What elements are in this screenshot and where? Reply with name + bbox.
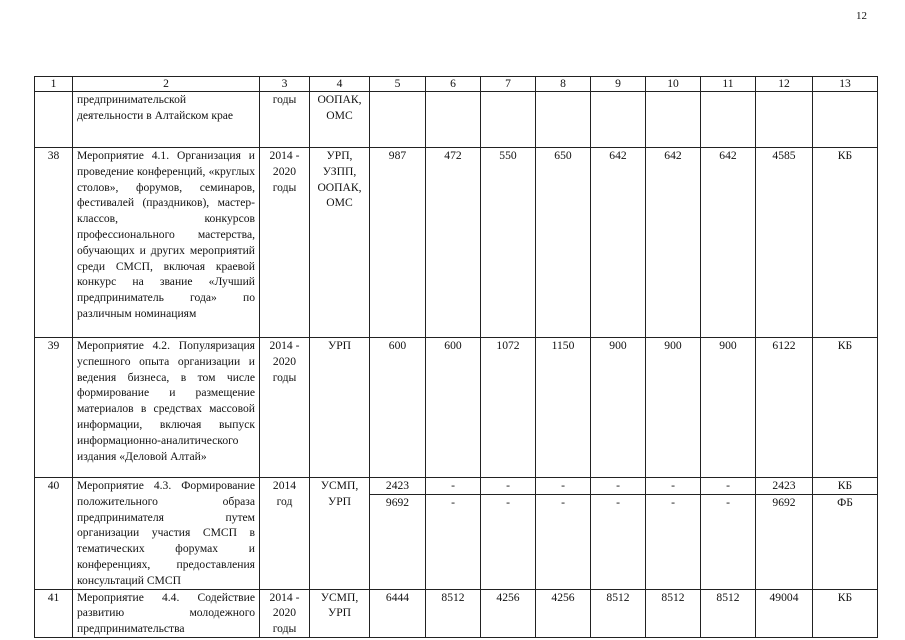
value-cell xyxy=(756,589,813,637)
value: 8512 xyxy=(716,590,740,604)
value: 2423 xyxy=(385,479,410,492)
executor: УРП, УЗПП, ООПАК, ОМС xyxy=(310,148,370,338)
value: - xyxy=(426,494,480,511)
value-cell xyxy=(646,589,701,637)
period: 2014 - 2020 годы xyxy=(260,589,310,637)
value-cell xyxy=(481,148,536,338)
value: 49004 xyxy=(769,590,799,604)
value: 900 xyxy=(609,339,627,352)
value-cell xyxy=(646,148,701,338)
col-header: 11 xyxy=(701,77,756,92)
col-header: 12 xyxy=(756,77,813,92)
value: 2423 xyxy=(772,479,796,492)
value: 9692 xyxy=(370,494,425,511)
funding-source xyxy=(813,148,878,338)
value-cell xyxy=(536,148,591,338)
col-header: 1 xyxy=(35,77,73,92)
period: 2014 год xyxy=(260,478,310,590)
value: 9692 xyxy=(756,494,812,511)
value-cell xyxy=(536,589,591,637)
value-cell xyxy=(701,589,756,637)
value: - xyxy=(536,494,590,511)
period: 2014 - 2020 годы xyxy=(260,338,310,478)
value-cell xyxy=(426,92,481,148)
value: 900 xyxy=(664,339,682,352)
funding-source xyxy=(813,478,878,590)
value: - xyxy=(451,479,455,492)
col-header: 3 xyxy=(260,77,310,92)
value-cell xyxy=(701,148,756,338)
source-value: КБ xyxy=(837,479,853,492)
activity-name: Мероприятие 4.2. Популяризация успешного опыта организации и ведения бизнеса, в том числе формирование и размещение материалов в средствах массовой информации, включая выпуск информационно-аналитического издания «Деловой Алтай» xyxy=(73,338,260,478)
value-cell xyxy=(370,92,426,148)
row-number xyxy=(35,92,73,148)
value-cell xyxy=(426,478,481,590)
col-header: 2 xyxy=(73,77,260,92)
value-cell xyxy=(756,92,813,148)
row-number: 39 xyxy=(35,338,73,478)
executor: УСМП, УРП xyxy=(310,478,370,590)
executor: УРП xyxy=(310,338,370,478)
value: 550 xyxy=(499,149,517,162)
value-cell xyxy=(701,338,756,478)
col-header: 5 xyxy=(370,77,426,92)
value: 4256 xyxy=(496,590,520,604)
value-cell xyxy=(370,478,426,590)
funding-source xyxy=(813,92,878,148)
value-cell xyxy=(646,478,701,590)
value-cell xyxy=(481,589,536,637)
activity-name: Мероприятие 4.1. Организация и проведение конференций, «круглых столов», форумов, семинаров, фестивалей (праздников), мастер-классов, конкурсов профессионального мастерства, обучающих и других мероприятий среди СМСП, включая краевой конкурс на звание «Лучший предприниматель года» по различным номинациям xyxy=(73,148,260,338)
funding-source xyxy=(813,338,878,478)
value-cell xyxy=(426,338,481,478)
col-header: 4 xyxy=(310,77,370,92)
value-cell xyxy=(756,478,813,590)
col-header: 7 xyxy=(481,77,536,92)
value-cell xyxy=(536,478,591,590)
value-cell xyxy=(646,92,701,148)
value: - xyxy=(481,494,535,511)
value: - xyxy=(616,479,620,492)
source-value: ФБ xyxy=(813,494,877,511)
value: - xyxy=(591,494,645,511)
value: 4585 xyxy=(772,149,796,162)
activity-name: Мероприятие 4.4. Содействие развитию молодежного предпринимательства xyxy=(73,589,260,637)
row-number: 38 xyxy=(35,148,73,338)
value-cell xyxy=(701,92,756,148)
value-cell xyxy=(591,148,646,338)
row-number: 40 xyxy=(35,478,73,590)
funding-source xyxy=(813,589,878,637)
value: 600 xyxy=(444,339,462,352)
value: - xyxy=(506,479,510,492)
source-value: КБ xyxy=(837,590,853,604)
value-cell xyxy=(370,338,426,478)
col-header: 6 xyxy=(426,77,481,92)
value: 8512 xyxy=(606,590,630,604)
source-value: КБ xyxy=(837,339,853,352)
value: - xyxy=(671,479,675,492)
value: 8512 xyxy=(441,590,465,604)
executor: УСМП, УРП xyxy=(310,589,370,637)
value: 600 xyxy=(388,339,407,352)
value: 900 xyxy=(719,339,737,352)
header-row xyxy=(35,77,878,92)
value-cell xyxy=(591,478,646,590)
activity-name: предпринимательской деятельности в Алтайском крае xyxy=(73,92,260,148)
value-cell xyxy=(370,589,426,637)
value: 4256 xyxy=(551,590,575,604)
value-cell xyxy=(591,92,646,148)
value-cell xyxy=(481,338,536,478)
period: годы xyxy=(260,92,310,148)
value: 650 xyxy=(554,149,572,162)
value-cell xyxy=(426,148,481,338)
value-cell xyxy=(591,338,646,478)
value-cell xyxy=(481,92,536,148)
value: 1072 xyxy=(496,339,520,352)
value: 642 xyxy=(609,149,627,162)
value: 642 xyxy=(719,149,737,162)
value-cell xyxy=(426,589,481,637)
table-row xyxy=(35,148,878,338)
table-row xyxy=(35,478,878,590)
value-cell xyxy=(701,478,756,590)
value-cell xyxy=(756,148,813,338)
value-cell xyxy=(481,478,536,590)
value-cell xyxy=(756,338,813,478)
value-cell xyxy=(536,92,591,148)
value-cell xyxy=(591,589,646,637)
value: - xyxy=(726,479,730,492)
value: 6122 xyxy=(772,339,796,352)
page-number: 12 xyxy=(856,10,867,22)
value-cell xyxy=(370,148,426,338)
value: 987 xyxy=(388,149,407,162)
value: 472 xyxy=(444,149,462,162)
value: - xyxy=(646,494,700,511)
col-header: 8 xyxy=(536,77,591,92)
value: - xyxy=(561,479,565,492)
value: 1150 xyxy=(551,339,575,352)
period: 2014 - 2020 годы xyxy=(260,148,310,338)
value: - xyxy=(701,494,755,511)
table-row xyxy=(35,589,878,637)
value-cell xyxy=(646,338,701,478)
value-cell xyxy=(536,338,591,478)
source-value: КБ xyxy=(837,149,853,162)
value: 642 xyxy=(664,149,682,162)
executor: ООПАК, ОМС xyxy=(310,92,370,148)
row-number: 41 xyxy=(35,589,73,637)
table-row xyxy=(35,338,878,478)
col-header: 13 xyxy=(813,77,878,92)
col-header: 10 xyxy=(646,77,701,92)
program-table xyxy=(34,76,878,638)
table-row xyxy=(35,92,878,148)
value: 8512 xyxy=(661,590,685,604)
col-header: 9 xyxy=(591,77,646,92)
activity-name: Мероприятие 4.3. Формирование положительного образа предпринимателя путем организации участия СМСП в тематических форумах и конференциях, предоставления консультаций СМСП xyxy=(73,478,260,590)
value: 6444 xyxy=(385,590,410,604)
